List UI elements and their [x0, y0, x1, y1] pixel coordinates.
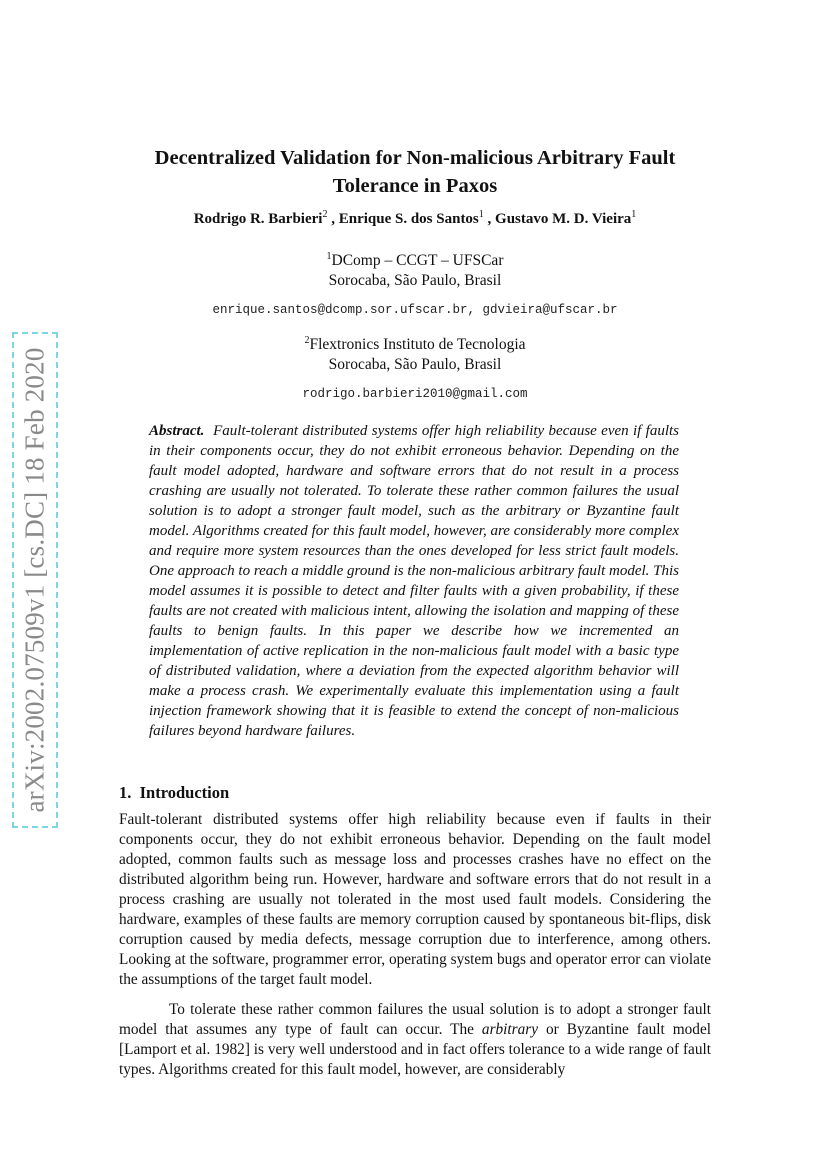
- affil-mark: 2: [304, 335, 310, 346]
- paragraph-text: or Byzantine fault model [Lamport et al. 1982] is very well understood and in fact offers tolerance to a wide range of fault types. Algorithms created for this fault model, however, are considerably: [119, 1021, 711, 1078]
- affil-location: Sorocaba, São Paulo, Brasil: [328, 356, 502, 374]
- affil-location: Sorocaba, São Paulo, Brasil: [328, 272, 502, 290]
- affiliation-2-emails[interactable]: rodrigo.barbieri2010@gmail.com: [302, 387, 528, 401]
- abstract: [149, 421, 679, 741]
- affil-institution: Flextronics Instituto de Tecnologia: [309, 336, 526, 354]
- abstract-heading: Abstract.: [149, 423, 205, 439]
- intro-paragraph-2: [119, 1000, 711, 1080]
- author-name: Gustavo M. D. Vieira: [495, 211, 632, 227]
- author-name: Rodrigo R. Barbieri: [193, 211, 323, 227]
- paper-title: Decentralized Validation for Non-malicious Arbitrary Fault Tolerance in Paxos: [154, 147, 676, 197]
- intro-paragraph-1: Fault-tolerant distributed systems offer high reliability because even if faults in their components occur, they do not exhibit erroneous behavior. Depending on the fault model adopted, common faults such as message loss and processes crashes have no effect on the distributed algorithm being run. However, hardware and software errors that do not result in a process crashing are usually not tolerated in the most used fault models. Considering the hardware, examples of these faults are memory corruption caused by spontaneous bit-flips, disk corruption caused by media defects, message corruption due to interference, among others. Looking at the software, programmer error, operating system bugs and operator error can violate the assumptions of the target fault model.: [119, 811, 711, 988]
- affiliation-1: [120, 247, 710, 291]
- section-number: 1.: [119, 783, 132, 802]
- author-separator: ,: [327, 211, 339, 227]
- affil-mark: 1: [326, 251, 332, 262]
- author-affil-mark: 1: [631, 209, 637, 220]
- author-affil-mark: 2: [322, 209, 328, 220]
- emphasized-term: arbitrary: [481, 1021, 539, 1038]
- author-separator: ,: [483, 211, 496, 227]
- section-heading: [119, 783, 229, 803]
- affiliation-1-emails[interactable]: enrique.santos@dcomp.sor.ufscar.br, gdvieira@ufscar.br: [212, 303, 618, 317]
- section-title: Introduction: [139, 783, 230, 802]
- arxiv-side-stamp[interactable]: [12, 332, 58, 828]
- author-affil-mark: 1: [478, 209, 484, 220]
- author-list: [120, 209, 710, 228]
- affiliation-2: [120, 331, 710, 375]
- abstract-text: Fault-tolerant distributed systems offer high reliability because even if faults in their components occur, they do not exhibit erroneous behavior. Depending on the fault model adopted, hardware and software errors that do not result in a process crashing are usually not tolerated. To tolerate these rather common failures the usual solution is to adopt a stronger fault model, such as the arbitrary or Byzantine fault model. Algorithms created for this fault model, however, are considerably more complex and require more system resources than the ones developed for less strict fault models. One approach to reach a middle ground is the non-malicious arbitrary fault model. This model assumes it is possible to detect and filter faults with a given probability, if these faults are not created with malicious intent, allowing the isolation and mapping of these faults to benign faults. In this paper we describe how we incremented an implementation of active replication in the non-malicious fault model with a basic type of distributed validation, where a deviation from the expected algorithm behavior will make a process crash. We experimentally evaluate this implementation using a fault injection framework showing that it is feasible to extend the concept of non-malicious failures beyond hardware failures.: [149, 423, 679, 739]
- arxiv-stamp-text[interactable]: arXiv:2002.07509v1 [cs.DC] 18 Feb 2020: [19, 347, 50, 813]
- author-name: Enrique S. dos Santos: [338, 211, 479, 227]
- affil-institution: DComp – CCGT – UFSCar: [331, 252, 504, 270]
- paragraph-text: To tolerate these rather common failures the usual solution is to adopt a stronger fault model that assumes any type of fault can occur. The: [119, 1001, 711, 1038]
